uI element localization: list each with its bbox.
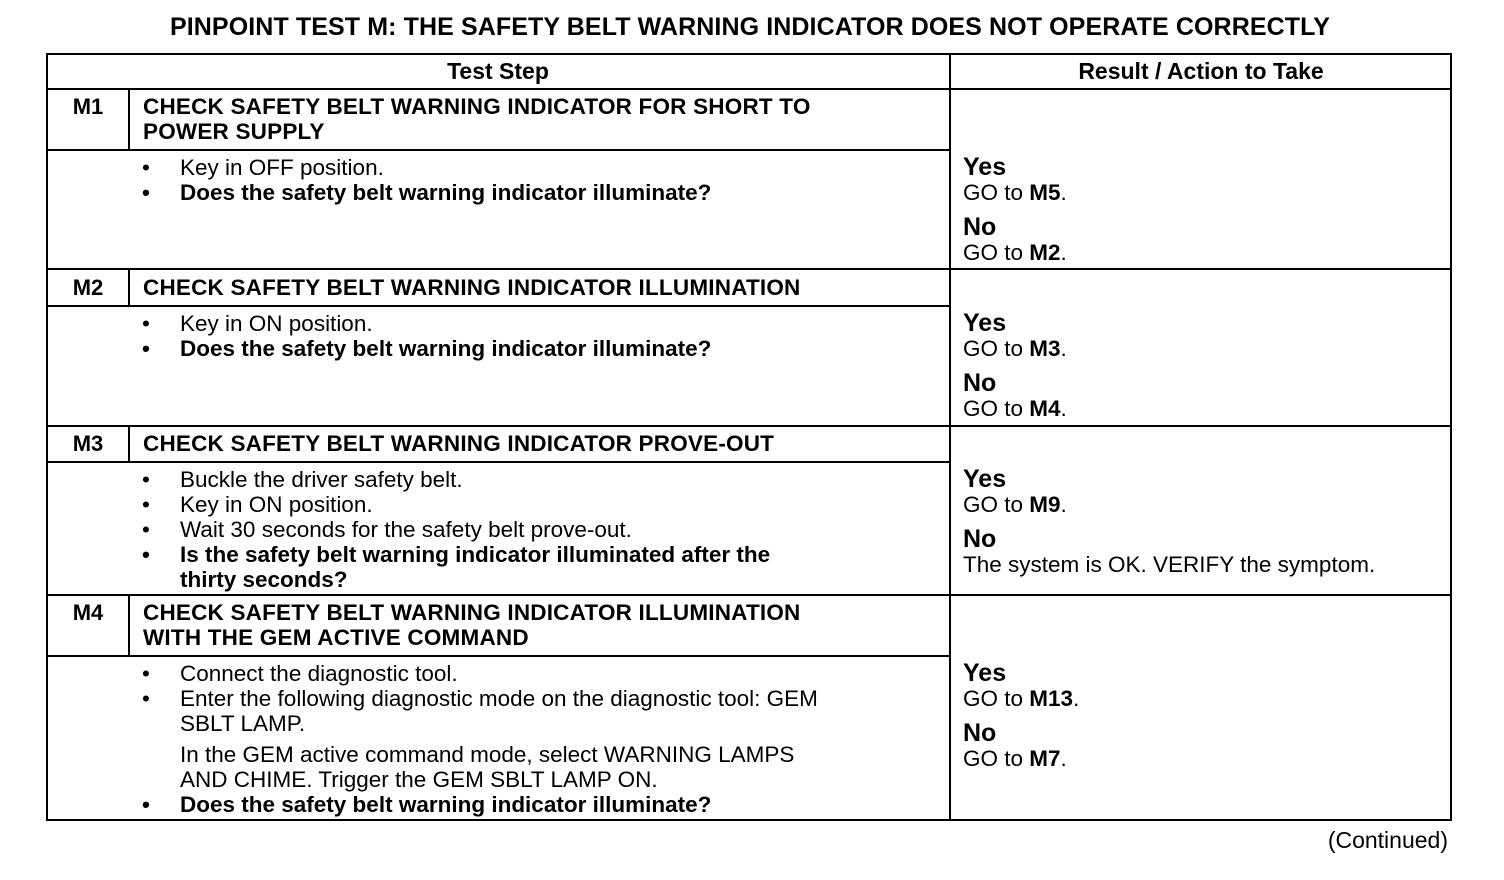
- step-instructions-m4: [140, 661, 940, 817]
- step-id-m3: M3: [72, 431, 104, 456]
- instruction-text: Key in OFF position.: [180, 155, 384, 180]
- list-item: [140, 686, 940, 736]
- yes-action: [963, 336, 1443, 361]
- no-label: No: [963, 369, 997, 397]
- period: .: [1060, 336, 1067, 361]
- row-divider: [47, 594, 1451, 596]
- step-title-divider: [47, 461, 950, 463]
- target-step: M7: [1029, 746, 1061, 771]
- step-title-m3: [143, 431, 943, 456]
- list-item: [140, 517, 940, 542]
- target-step: M9: [1029, 492, 1061, 517]
- list-item: [140, 155, 940, 180]
- question-text: Does the safety belt warning indicator illuminate?: [180, 336, 712, 361]
- instruction-text: AND CHIME. Trigger the GEM SBLT LAMP ON.: [180, 767, 658, 792]
- period: .: [1060, 396, 1067, 421]
- question-text: thirty seconds?: [180, 567, 348, 592]
- list-item: [140, 792, 940, 817]
- step-title-m4: [143, 600, 943, 650]
- period: .: [1060, 180, 1067, 205]
- bullet-icon: •: [142, 661, 150, 686]
- result-m4: [963, 661, 1443, 771]
- action-prefix: GO to: [963, 686, 1030, 711]
- yes-label: Yes: [963, 659, 1007, 687]
- no-label: No: [963, 719, 997, 747]
- list-item: [140, 736, 940, 792]
- bullet-icon: •: [142, 517, 150, 542]
- step-title-m2: [143, 275, 943, 300]
- no-action: The system is OK. VERIFY the symptom.: [963, 552, 1376, 577]
- list-item: [140, 661, 940, 686]
- no-label: No: [963, 213, 997, 241]
- yes-label: Yes: [963, 465, 1007, 493]
- step-title-line: WITH THE GEM ACTIVE COMMAND: [143, 625, 529, 650]
- target-step: M13: [1029, 686, 1074, 711]
- period: .: [1060, 492, 1067, 517]
- action-prefix: GO to: [963, 396, 1030, 421]
- step-title-line: CHECK SAFETY BELT WARNING INDICATOR FOR SHORT TO: [143, 94, 811, 119]
- header-divider: [47, 88, 1451, 90]
- step-title-m1: [143, 94, 943, 144]
- list-item: [140, 542, 940, 592]
- step-title-line: CHECK SAFETY BELT WARNING INDICATOR ILLUMINATION: [143, 600, 801, 625]
- header-test-step: Test Step: [447, 58, 549, 84]
- result-m1: [963, 155, 1443, 265]
- no-action: [963, 746, 1443, 771]
- instruction-text: Buckle the driver safety belt.: [180, 467, 463, 492]
- question-text: Is the safety belt warning indicator illuminated after the: [180, 542, 771, 567]
- bullet-icon: •: [142, 155, 150, 180]
- step-instructions-m2: [140, 311, 940, 361]
- step-instructions-m1: [140, 155, 940, 205]
- target-step: M4: [1029, 396, 1061, 421]
- yes-action: [963, 492, 1443, 517]
- bullet-icon: •: [142, 467, 150, 492]
- instruction-text: In the GEM active command mode, select WARNING LAMPS: [180, 742, 795, 767]
- step-id-m2: M2: [72, 275, 104, 300]
- period: .: [1060, 240, 1067, 265]
- step-id-m4: M4: [72, 600, 104, 625]
- yes-label: Yes: [963, 153, 1007, 181]
- yes-label: Yes: [963, 309, 1007, 337]
- step-title-divider: [47, 149, 950, 151]
- bullet-icon: •: [142, 542, 150, 567]
- result-m3: [963, 467, 1443, 577]
- instruction-text: Wait 30 seconds for the safety belt prove-out.: [180, 517, 632, 542]
- row-divider: [47, 268, 1451, 270]
- step-title-line: POWER SUPPLY: [143, 119, 325, 144]
- list-item: [140, 180, 940, 205]
- question-text: Does the safety belt warning indicator illuminate?: [180, 180, 712, 205]
- column-divider: [949, 54, 951, 820]
- step-instructions-m3: [140, 467, 940, 592]
- yes-action: [963, 686, 1443, 711]
- page-title: PINPOINT TEST M: THE SAFETY BELT WARNING INDICATOR DOES NOT OPERATE CORRECTLY: [169, 13, 1331, 41]
- period: .: [1073, 686, 1080, 711]
- target-step: M3: [1029, 336, 1061, 361]
- no-action: [963, 396, 1443, 421]
- no-action: [963, 240, 1443, 265]
- instruction-text: SBLT LAMP.: [180, 711, 306, 736]
- step-title-divider: [47, 305, 950, 307]
- continued-note: (Continued): [1327, 827, 1448, 853]
- result-m2: [963, 311, 1443, 421]
- bullet-icon: •: [142, 180, 150, 205]
- instruction-text: Key in ON position.: [180, 492, 373, 517]
- target-step: M5: [1029, 180, 1061, 205]
- bullet-icon: •: [142, 792, 150, 817]
- header-result-action: Result / Action to Take: [1078, 58, 1324, 84]
- instruction-text: Connect the diagnostic tool.: [180, 661, 458, 686]
- action-prefix: GO to: [963, 746, 1030, 771]
- list-item: [140, 336, 940, 361]
- instruction-text: Key in ON position.: [180, 311, 373, 336]
- period: .: [1060, 746, 1067, 771]
- question-text: Does the safety belt warning indicator illuminate?: [180, 792, 712, 817]
- instruction-text: Enter the following diagnostic mode on the diagnostic tool: GEM: [180, 686, 818, 711]
- action-prefix: GO to: [963, 240, 1030, 265]
- step-title-divider: [47, 655, 950, 657]
- action-prefix: GO to: [963, 336, 1030, 361]
- list-item: [140, 467, 940, 492]
- action-prefix: GO to: [963, 180, 1030, 205]
- step-id-m1: M1: [72, 94, 104, 119]
- bullet-icon: •: [142, 336, 150, 361]
- list-item: [140, 311, 940, 336]
- bullet-icon: •: [142, 686, 150, 711]
- row-divider: [47, 425, 1451, 427]
- action-prefix: GO to: [963, 492, 1030, 517]
- bullet-icon: •: [142, 492, 150, 517]
- step-title-line: CHECK SAFETY BELT WARNING INDICATOR ILLUMINATION: [143, 275, 801, 300]
- target-step: M2: [1029, 240, 1061, 265]
- step-title-line: CHECK SAFETY BELT WARNING INDICATOR PROVE-OUT: [143, 431, 775, 456]
- bullet-icon: •: [142, 311, 150, 336]
- list-item: [140, 492, 940, 517]
- no-label: No: [963, 525, 997, 553]
- yes-action: [963, 180, 1443, 205]
